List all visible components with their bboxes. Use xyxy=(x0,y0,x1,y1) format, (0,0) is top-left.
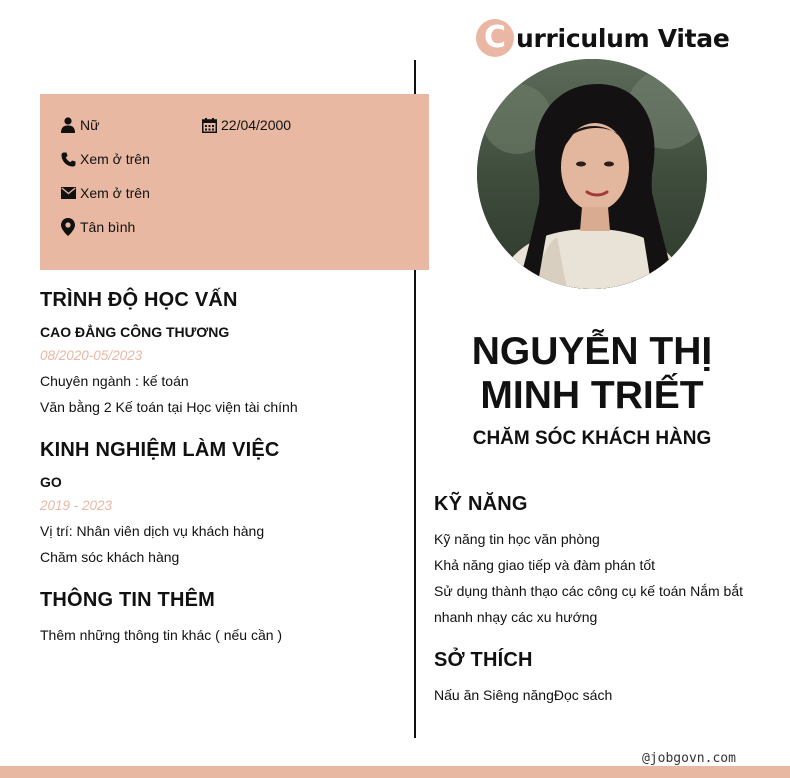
phone-value: Xem ở trên xyxy=(80,151,150,167)
skill-line: Khả năng giao tiếp và đàm phán tốt xyxy=(434,557,656,573)
phone-icon xyxy=(60,151,76,167)
experience-line: Vị trí: Nhân viên dịch vụ khách hàng xyxy=(40,523,265,539)
education-line: Văn bằng 2 Kế toán tại Học viện tài chính xyxy=(40,399,298,415)
full-name-line1: NGUYỄN THỊ xyxy=(471,330,713,373)
gender-value: Nữ xyxy=(80,117,100,133)
cv-logo xyxy=(476,18,730,58)
hobbies-text: Nấu ăn Siêng năngĐọc sách xyxy=(434,687,613,703)
education-school: CAO ĐẲNG CÔNG THƯƠNG xyxy=(40,324,230,340)
gender-row xyxy=(60,117,99,133)
education-title: TRÌNH ĐỘ HỌC VẤN xyxy=(40,289,238,311)
education-line: Chuyên ngành : kế toán xyxy=(40,373,189,389)
watermark-text: @jobgovn.com xyxy=(642,751,736,766)
skill-line: nhanh nhạy các xu hướng xyxy=(434,609,598,625)
extra-info-text: Thêm những thông tin khác ( nếu cần ) xyxy=(40,627,283,643)
location-row xyxy=(60,219,135,235)
job-title: CHĂM SÓC KHÁCH HÀNG xyxy=(472,428,712,449)
experience-line: Chăm sóc khách hàng xyxy=(40,549,180,565)
profile-photo xyxy=(477,59,707,289)
footer-bar xyxy=(0,766,790,778)
email-row xyxy=(60,185,150,201)
logo-letter-circle: C xyxy=(476,19,514,57)
experience-title: KINH NGHIỆM LÀM VIỆC xyxy=(40,439,280,461)
hobbies-title: SỞ THÍCH xyxy=(434,649,533,671)
email-value: Xem ở trên xyxy=(80,185,150,201)
birthdate-value: 22/04/2000 xyxy=(221,117,292,133)
location-value: Tân bình xyxy=(80,219,136,235)
full-name-line2: MINH TRIẾT xyxy=(480,374,704,417)
experience-period: 2019 - 2023 xyxy=(40,498,113,513)
birthdate-row xyxy=(201,117,291,133)
experience-company: GO xyxy=(40,474,62,490)
person-icon xyxy=(60,117,76,133)
skill-line: Sử dụng thành thạo các công cụ kế toán Nắm bắt xyxy=(434,583,744,599)
education-period: 08/2020-05/2023 xyxy=(40,348,143,363)
extra-info-title: THÔNG TIN THÊM xyxy=(40,589,216,611)
phone-row xyxy=(60,151,150,167)
map-pin-icon xyxy=(60,219,76,235)
email-icon xyxy=(60,185,76,201)
logo-text: urriculum Vitae xyxy=(516,23,730,53)
calendar-icon xyxy=(201,117,217,133)
skill-line: Kỹ năng tin học văn phòng xyxy=(434,531,600,547)
skills-title: KỸ NĂNG xyxy=(434,493,528,515)
